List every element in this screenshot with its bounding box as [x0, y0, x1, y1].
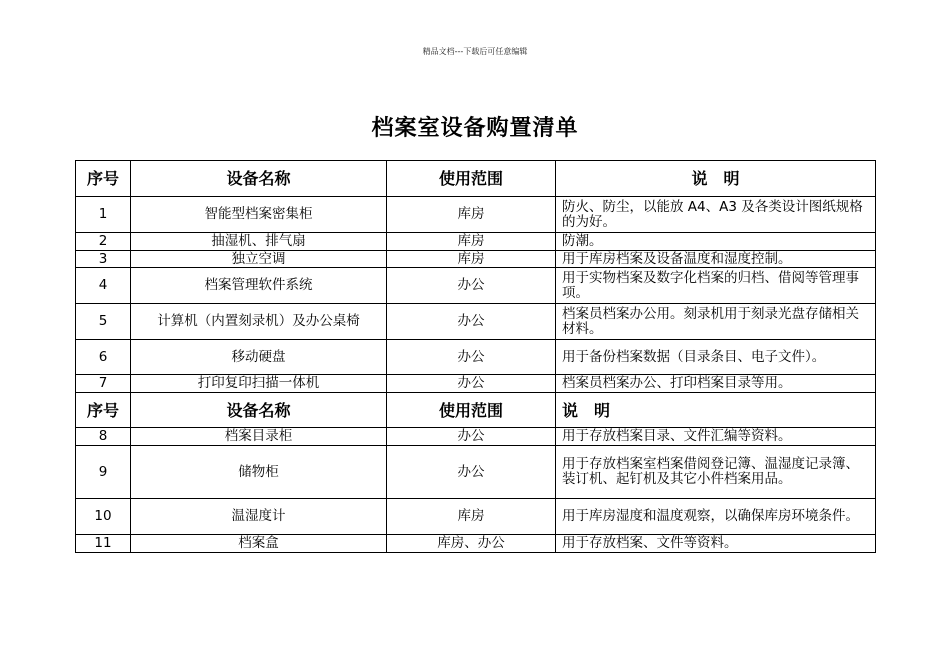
header-name: 设备名称 [131, 393, 387, 428]
cell-name: 档案目录柜 [131, 428, 387, 446]
cell-no: 3 [76, 251, 131, 268]
cell-desc: 用于存放档案目录、文件汇编等资料。 [556, 428, 876, 446]
cell-no: 6 [76, 340, 131, 375]
cell-scope: 办公 [387, 446, 556, 499]
table-row [76, 233, 876, 251]
header-scope: 使用范围 [387, 393, 556, 428]
cell-scope: 办公 [387, 340, 556, 375]
cell-name: 独立空调 [131, 251, 387, 268]
table-row [76, 251, 876, 268]
cell-desc: 用于存放档案室档案借阅登记簿、温湿度记录簿、装订机、起钉机及其它小件档案用品。 [556, 446, 876, 499]
cell-name: 抽湿机、排气扇 [131, 233, 387, 251]
cell-desc: 档案员档案办公用。刻录机用于刻录光盘存储相关材料。 [556, 304, 876, 340]
cell-no: 4 [76, 268, 131, 304]
cell-name: 移动硬盘 [131, 340, 387, 375]
header-no: 序号 [76, 161, 131, 197]
cell-no: 8 [76, 428, 131, 446]
cell-scope: 库房 [387, 197, 556, 233]
table-header-row-repeat [76, 393, 876, 428]
header-no: 序号 [76, 393, 131, 428]
header-desc: 说 明 [556, 161, 876, 197]
table-row [76, 535, 876, 553]
cell-no: 11 [76, 535, 131, 553]
cell-scope: 办公 [387, 268, 556, 304]
table-row [76, 304, 876, 340]
cell-desc: 档案员档案办公、打印档案目录等用。 [556, 375, 876, 393]
cell-name: 档案盒 [131, 535, 387, 553]
cell-scope: 库房 [387, 251, 556, 268]
table-row [76, 446, 876, 499]
cell-scope: 办公 [387, 375, 556, 393]
table-header-row [76, 161, 876, 197]
table-row [76, 340, 876, 375]
cell-desc: 用于库房湿度和温度观察，以确保库房环境条件。 [556, 499, 876, 535]
header-desc: 说 明 [556, 393, 876, 428]
cell-no: 9 [76, 446, 131, 499]
cell-name: 档案管理软件系统 [131, 268, 387, 304]
table-row [76, 428, 876, 446]
cell-scope: 办公 [387, 304, 556, 340]
cell-no: 5 [76, 304, 131, 340]
page-title: 档案室设备购置清单 [371, 116, 579, 141]
header-note: 精品文档---下载后可任意编辑 [422, 47, 528, 56]
cell-desc: 防火、防尘，以能放 A4、A3 及各类设计图纸规格的为好。 [556, 197, 876, 233]
cell-no: 2 [76, 233, 131, 251]
header-scope: 使用范围 [387, 161, 556, 197]
cell-name: 智能型档案密集柜 [131, 197, 387, 233]
cell-no: 7 [76, 375, 131, 393]
cell-desc: 防潮。 [556, 233, 876, 251]
cell-desc: 用于存放档案、文件等资料。 [556, 535, 876, 553]
cell-desc: 用于备份档案数据（目录条目、电子文件）。 [556, 340, 876, 375]
cell-name: 计算机（内置刻录机）及办公桌椅 [131, 304, 387, 340]
cell-desc: 用于实物档案及数字化档案的归档、借阅等管理事项。 [556, 268, 876, 304]
cell-name: 温湿度计 [131, 499, 387, 535]
cell-no: 1 [76, 197, 131, 233]
cell-scope: 办公 [387, 428, 556, 446]
cell-no: 10 [76, 499, 131, 535]
cell-desc: 用于库房档案及设备温度和湿度控制。 [556, 251, 876, 268]
table-row [76, 197, 876, 233]
cell-scope: 库房 [387, 499, 556, 535]
cell-name: 储物柜 [131, 446, 387, 499]
header-name: 设备名称 [131, 161, 387, 197]
table-row [76, 268, 876, 304]
cell-scope: 库房 [387, 233, 556, 251]
cell-scope: 库房、办公 [387, 535, 556, 553]
equipment-table [75, 160, 876, 553]
cell-name: 打印复印扫描一体机 [131, 375, 387, 393]
table-row [76, 499, 876, 535]
table-row [76, 375, 876, 393]
